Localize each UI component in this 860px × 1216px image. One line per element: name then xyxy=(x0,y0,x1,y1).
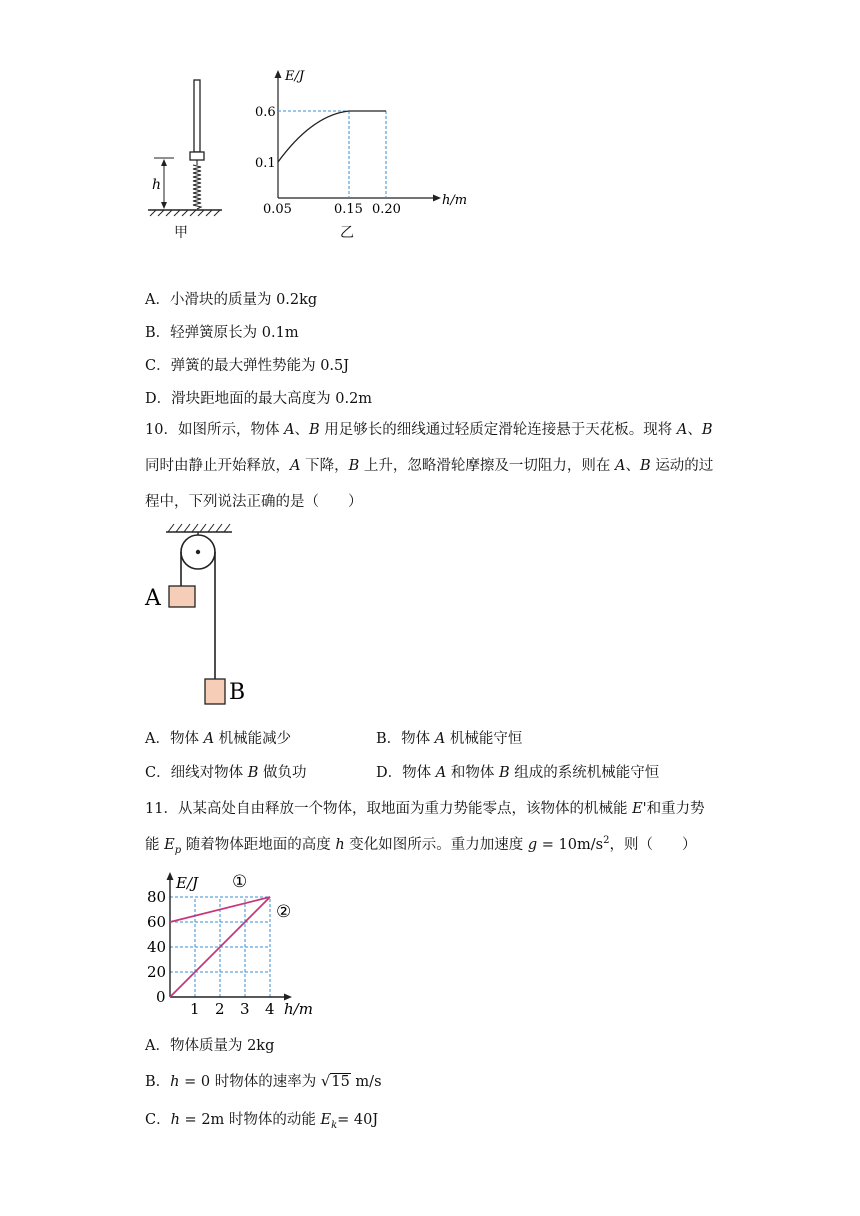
y-tick-label: 0.6 xyxy=(255,105,276,120)
sqrt-sign: √ xyxy=(320,1072,331,1090)
fig-label-yi: 乙 xyxy=(340,225,354,241)
series-1-marker: ① xyxy=(232,872,248,892)
x-axis-title: h/m xyxy=(284,1000,313,1018)
y-tick-label: 80 xyxy=(147,888,167,906)
x-axis-arrow-icon xyxy=(433,195,441,202)
figure-spring-jia xyxy=(140,70,240,250)
x-axis-title: h/m xyxy=(442,193,468,208)
block-a-label: A xyxy=(145,586,161,611)
y-tick-label: 20 xyxy=(147,963,167,981)
block-a xyxy=(169,586,195,607)
h-label: h xyxy=(152,177,162,193)
y-tick-label: 0.1 xyxy=(255,156,276,171)
fig-label-jia: 甲 xyxy=(174,225,188,241)
q10-option-d: D．物体 A 和物体 B 组成的系统机械能守恒 xyxy=(376,765,660,781)
figure-q11-chart xyxy=(140,866,330,1022)
y-axis-title: E/J xyxy=(176,874,199,892)
q10-option-c: C．细线对物体 B 做负功 xyxy=(145,765,307,781)
x-tick-label: 2 xyxy=(215,1000,225,1018)
q10-option-b: B．物体 A 机械能守恒 xyxy=(376,731,523,747)
energy-curve xyxy=(278,111,386,162)
y-tick-label: 40 xyxy=(147,938,167,956)
rod xyxy=(194,80,200,152)
x-tick-label: 3 xyxy=(240,1000,250,1018)
q11-option-b: B．h = 0 时物体的速率为 √15 m/s xyxy=(145,1072,382,1090)
block-b xyxy=(205,679,225,704)
q9-option-d: D．滑块距地面的最大高度为 0.2m xyxy=(145,391,373,407)
q9-option-a: A．小滑块的质量为 0.2kg xyxy=(145,292,318,308)
figure-pulley xyxy=(140,518,270,712)
x-tick-label: 0.05 xyxy=(263,202,292,217)
slider-block xyxy=(190,152,204,160)
q11-option-a: A．物体质量为 2kg xyxy=(145,1038,275,1054)
y-axis-arrow-icon xyxy=(275,70,282,78)
spring-coil xyxy=(193,160,201,209)
guide-lines xyxy=(278,111,386,198)
q10-stem: 10．如图所示，物体 A、B 用足够长的细线通过轻质定滑轮连接悬于天花板。现将 A、B 同时由静止开始释放，A 下降，B 上升，忽略滑轮摩擦及一切阻力，则在 A、B 运动的过程中，下列说法正确的是（ ） xyxy=(145,422,714,510)
x-tick-label: 4 xyxy=(265,1000,275,1018)
y-axis-arrow-icon xyxy=(167,872,174,880)
block-b-label: B xyxy=(229,680,246,705)
ceiling-hatch xyxy=(168,524,230,532)
x-tick-label: 0.20 xyxy=(372,202,401,217)
ground-hatch xyxy=(150,210,220,216)
x-tick-label: 0.15 xyxy=(334,202,363,217)
pulley-axle xyxy=(196,550,200,554)
q9-option-b: B．轻弹簧原长为 0.1m xyxy=(145,325,299,341)
q9-option-c: C．弹簧的最大弹性势能为 0.5J xyxy=(145,358,350,374)
y-tick-label: 60 xyxy=(147,913,167,931)
y-tick-label: 0 xyxy=(156,988,166,1006)
series-2-marker: ② xyxy=(276,902,292,922)
y-axis-title: E/J xyxy=(285,69,305,84)
q11-option-c: C．h = 2m 时物体的动能 $E_k= 40J$ xyxy=(145,1112,379,1131)
x-tick-label: 1 xyxy=(190,1000,200,1018)
figure-energy-yi xyxy=(245,62,485,222)
q11-stem-line1: 11．从某高处自由释放一个物体，取地面为重力势能零点，该物体的机械能 E'和重力势 xyxy=(145,801,705,817)
q10-option-a: A．物体 A 机械能减少 xyxy=(145,731,292,747)
q11-stem-line2: 能 $E_p$ 随着物体距地面的高度 h 变化如图所示。重力加速度 $g = 10m/s^2$，则（ ） xyxy=(145,835,697,856)
